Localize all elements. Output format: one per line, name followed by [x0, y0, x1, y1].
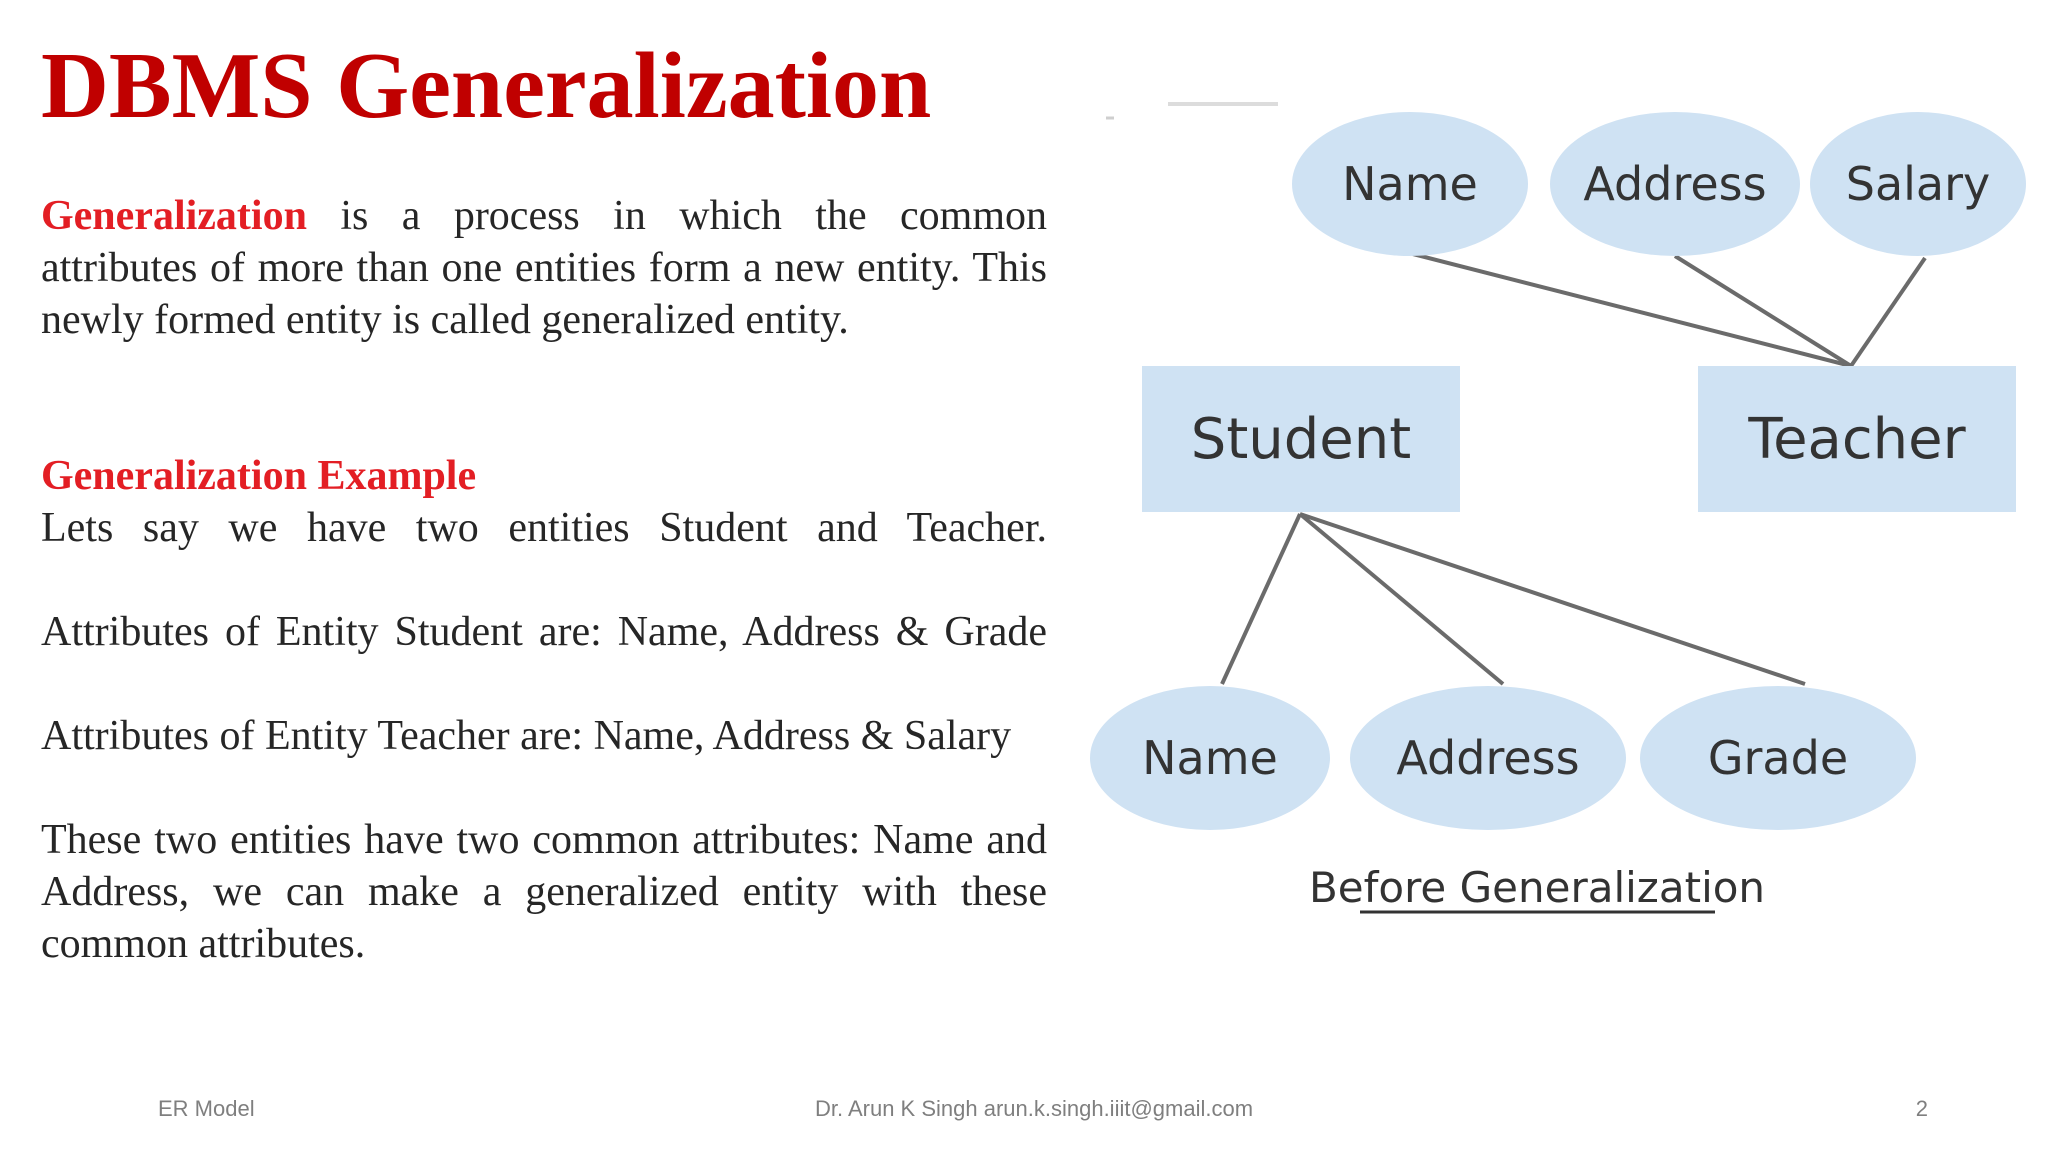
attribute-label-salary: Salary [1845, 157, 1991, 211]
line-teacher-address [1675, 256, 1851, 366]
entity-group [1142, 366, 2016, 512]
example-line-teacher-attributes: Attributes of Entity Teacher are: Name, Address & Salary [41, 713, 1012, 759]
intro-text: is a process in which the common attributes of more than one entities form a new entity. This newly formed entity is called generalized entity. [41, 193, 1047, 343]
student-attribute-group [1090, 686, 1916, 830]
line-teacher-salary [1851, 258, 1925, 366]
footer-page-number: 2 [1915, 1096, 1928, 1121]
diagram-caption: Before Generalization [1308, 863, 1766, 912]
intro-paragraph [41, 190, 1047, 346]
slide-title: DBMS Generalization [41, 34, 932, 138]
line-teacher-name [1413, 254, 1851, 366]
attribute-label-name-bottom: Name [1142, 731, 1278, 785]
attribute-label-address-top: Address [1583, 157, 1767, 211]
scan-artifact-marks [1106, 104, 1278, 118]
generalization-term: Generalization [41, 193, 307, 239]
line-student-grade [1300, 514, 1805, 684]
footer-author: Dr. Arun K Singh arun.k.singh.iiit@gmail.com [814, 1096, 1254, 1121]
attribute-label-grade: Grade [1707, 731, 1849, 785]
teacher-attribute-group [1292, 112, 2026, 256]
er-diagram [1088, 96, 2036, 936]
attribute-label-name-top: Name [1342, 157, 1478, 211]
example-heading: Generalization Example [41, 453, 477, 499]
attribute-label-address-bottom: Address [1396, 731, 1580, 785]
example-section [41, 450, 1047, 970]
entity-label-teacher: Teacher [1748, 407, 1966, 472]
line-student-address [1300, 514, 1503, 684]
line-student-name [1222, 514, 1300, 684]
example-line-entities: Lets say we have two entities Student and Teacher. [41, 505, 1047, 551]
er-diagram-svg [1088, 96, 2036, 936]
example-line-common-attributes: These two entities have two common attributes: Name and Address, we can make a generalized entity with these common attributes. [41, 817, 1047, 967]
entity-label-student: Student [1190, 407, 1412, 472]
footer-topic: ER Model [158, 1096, 255, 1121]
example-line-student-attributes: Attributes of Entity Student are: Name, Address & Grade [41, 609, 1047, 655]
